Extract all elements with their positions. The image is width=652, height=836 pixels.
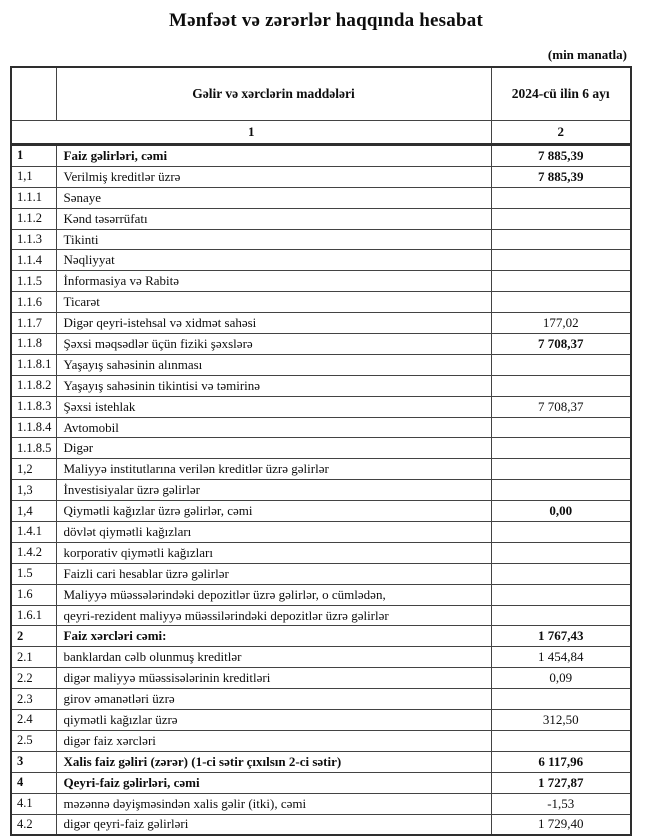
row-number-cell: 1.1.8.3 <box>11 396 56 417</box>
row-label-cell: İnformasiya və Rabitə <box>56 271 491 292</box>
row-value-cell: 1 727,87 <box>491 772 631 793</box>
row-value-cell: -1,53 <box>491 793 631 814</box>
table-row <box>11 438 631 459</box>
row-value-cell <box>491 417 631 438</box>
table-header <box>11 67 631 145</box>
row-value-cell <box>491 187 631 208</box>
row-number-cell: 2.4 <box>11 710 56 731</box>
table-row <box>11 229 631 250</box>
row-label-cell: Yaşayış sahəsinin tikintisi və təmirinə <box>56 375 491 396</box>
row-number-cell: 1.1.8.2 <box>11 375 56 396</box>
row-value-cell <box>491 459 631 480</box>
row-label-cell: Digər <box>56 438 491 459</box>
header-period-label: 2024-cü ilin 6 ayı <box>491 67 631 121</box>
table-row <box>11 584 631 605</box>
row-label-cell: məzənnə dəyişməsindən xalis gəlir (itki), cəmi <box>56 793 491 814</box>
row-label-cell: Qiymətli kağızlar üzrə gəlirlər, cəmi <box>56 501 491 522</box>
row-number-cell: 1.1.8 <box>11 334 56 355</box>
row-number-cell: 1.1.8.5 <box>11 438 56 459</box>
row-value-cell <box>491 438 631 459</box>
header-items-label: Gəlir və xərclərin maddələri <box>56 67 491 121</box>
row-value-cell <box>491 522 631 543</box>
row-number-cell: 1 <box>11 145 56 167</box>
row-label-cell: Faizli cari hesablar üzrə gəlirlər <box>56 563 491 584</box>
row-number-cell: 2.3 <box>11 689 56 710</box>
row-value-cell <box>491 250 631 271</box>
row-value-cell <box>491 229 631 250</box>
row-number-cell: 1,3 <box>11 480 56 501</box>
table-row <box>11 459 631 480</box>
row-value-cell: 1 454,84 <box>491 647 631 668</box>
row-label-cell: digər qeyri-faiz gəlirləri <box>56 814 491 835</box>
header-items-col-index: 1 <box>11 121 491 145</box>
table-row <box>11 417 631 438</box>
table-row <box>11 271 631 292</box>
row-number-cell: 1,2 <box>11 459 56 480</box>
row-label-cell: Faiz gəlirləri, cəmi <box>56 145 491 167</box>
table-row <box>11 647 631 668</box>
row-number-cell: 1.1.8.4 <box>11 417 56 438</box>
row-value-cell: 7 708,37 <box>491 396 631 417</box>
row-number-cell: 2.1 <box>11 647 56 668</box>
table-row <box>11 334 631 355</box>
row-number-cell: 2.5 <box>11 730 56 751</box>
row-number-cell: 1.4.2 <box>11 542 56 563</box>
page-title: Mənfəət və zərərlər haqqında hesabat <box>169 10 483 31</box>
table-row <box>11 563 631 584</box>
table-row <box>11 354 631 375</box>
row-value-cell: 7 708,37 <box>491 334 631 355</box>
row-number-cell: 1.1.7 <box>11 313 56 334</box>
row-number-cell: 1.1.8.1 <box>11 354 56 375</box>
row-label-cell: digər maliyyə müəssisələrinin kreditləri <box>56 668 491 689</box>
row-value-cell: 1 729,40 <box>491 814 631 835</box>
row-number-cell: 4 <box>11 772 56 793</box>
row-number-cell: 1.6.1 <box>11 605 56 626</box>
table-row <box>11 396 631 417</box>
table-row <box>11 605 631 626</box>
row-label-cell: Faiz xərcləri cəmi: <box>56 626 491 647</box>
row-label-cell: Maliyyə müəssələrindəki depozitlər üzrə gəlirlər, o cümlədən, <box>56 584 491 605</box>
row-value-cell <box>491 480 631 501</box>
row-number-cell: 1.4.1 <box>11 522 56 543</box>
row-label-cell: qiymətli kağızlar üzrə <box>56 710 491 731</box>
units-note: (min manatla) <box>547 47 627 62</box>
row-value-cell: 7 885,39 <box>491 166 631 187</box>
row-value-cell <box>491 208 631 229</box>
table-row <box>11 710 631 731</box>
row-value-cell: 0,00 <box>491 501 631 522</box>
row-value-cell <box>491 354 631 375</box>
row-value-cell <box>491 563 631 584</box>
row-label-cell: Şəxsi məqsədlər üçün fiziki şəxslərə <box>56 334 491 355</box>
row-number-cell: 2.2 <box>11 668 56 689</box>
table-row <box>11 730 631 751</box>
row-label-cell: Avtomobil <box>56 417 491 438</box>
row-label-cell: Yaşayış sahəsinin alınması <box>56 354 491 375</box>
table-row <box>11 501 631 522</box>
header-period-col-index: 2 <box>491 121 631 145</box>
row-value-cell: 1 767,43 <box>491 626 631 647</box>
table-row <box>11 292 631 313</box>
row-number-cell: 1,4 <box>11 501 56 522</box>
table-row <box>11 522 631 543</box>
row-number-cell: 1.5 <box>11 563 56 584</box>
row-value-cell <box>491 375 631 396</box>
row-number-cell: 4.2 <box>11 814 56 835</box>
row-value-cell: 312,50 <box>491 710 631 731</box>
row-label-cell: Şəxsi istehlak <box>56 396 491 417</box>
table-row <box>11 814 631 835</box>
row-value-cell <box>491 292 631 313</box>
table-row <box>11 793 631 814</box>
header-empty-cell <box>11 67 56 121</box>
row-value-cell <box>491 689 631 710</box>
row-number-cell: 1.1.1 <box>11 187 56 208</box>
row-label-cell: Verilmiş kreditlər üzrə <box>56 166 491 187</box>
row-value-cell: 0,09 <box>491 668 631 689</box>
row-label-cell: girov əmanətləri üzrə <box>56 689 491 710</box>
row-label-cell: Xalis faiz gəliri (zərər) (1-ci sətir çıxılsın 2-ci sətir) <box>56 751 491 772</box>
row-number-cell: 1.1.2 <box>11 208 56 229</box>
table-row <box>11 480 631 501</box>
row-number-cell: 1.6 <box>11 584 56 605</box>
row-value-cell <box>491 271 631 292</box>
table-row <box>11 187 631 208</box>
row-number-cell: 4.1 <box>11 793 56 814</box>
row-label-cell: dövlət qiymətli kağızları <box>56 522 491 543</box>
row-label-cell: Nəqliyyat <box>56 250 491 271</box>
table-row <box>11 250 631 271</box>
row-label-cell: Kənd təsərrüfatı <box>56 208 491 229</box>
row-label-cell: Qeyri-faiz gəlirləri, cəmi <box>56 772 491 793</box>
row-value-cell: 7 885,39 <box>491 145 631 167</box>
row-label-cell: digər faiz xərcləri <box>56 730 491 751</box>
row-label-cell: Digər qeyri-istehsal və xidmət sahəsi <box>56 313 491 334</box>
table-row <box>11 751 631 772</box>
row-number-cell: 1.1.6 <box>11 292 56 313</box>
table-row <box>11 668 631 689</box>
table-row <box>11 689 631 710</box>
table-row <box>11 313 631 334</box>
row-label-cell: qeyri-rezident maliyyə müəssilərindəki depozitlər üzrə gəlirlər <box>56 605 491 626</box>
row-label-cell: banklardan cəlb olunmuş kreditlər <box>56 647 491 668</box>
table-body <box>11 145 631 836</box>
row-label-cell: Maliyyə institutlarına verilən kreditlər üzrə gəlirlər <box>56 459 491 480</box>
row-number-cell: 1.1.5 <box>11 271 56 292</box>
row-value-cell: 177,02 <box>491 313 631 334</box>
row-number-cell: 1,1 <box>11 166 56 187</box>
row-value-cell <box>491 730 631 751</box>
profit-loss-table <box>10 66 632 836</box>
row-value-cell: 6 117,96 <box>491 751 631 772</box>
table-row <box>11 542 631 563</box>
table-row <box>11 772 631 793</box>
row-label-cell: İnvestisiyalar üzrə gəlirlər <box>56 480 491 501</box>
row-number-cell: 1.1.4 <box>11 250 56 271</box>
row-number-cell: 1.1.3 <box>11 229 56 250</box>
row-value-cell <box>491 542 631 563</box>
table-row <box>11 166 631 187</box>
row-number-cell: 3 <box>11 751 56 772</box>
row-label-cell: Tikinti <box>56 229 491 250</box>
row-label-cell: Sənaye <box>56 187 491 208</box>
table-row <box>11 375 631 396</box>
table-row <box>11 145 631 167</box>
row-number-cell: 2 <box>11 626 56 647</box>
row-value-cell <box>491 605 631 626</box>
table-row <box>11 208 631 229</box>
row-label-cell: Ticarət <box>56 292 491 313</box>
table-row <box>11 626 631 647</box>
row-value-cell <box>491 584 631 605</box>
row-label-cell: korporativ qiymətli kağızları <box>56 542 491 563</box>
